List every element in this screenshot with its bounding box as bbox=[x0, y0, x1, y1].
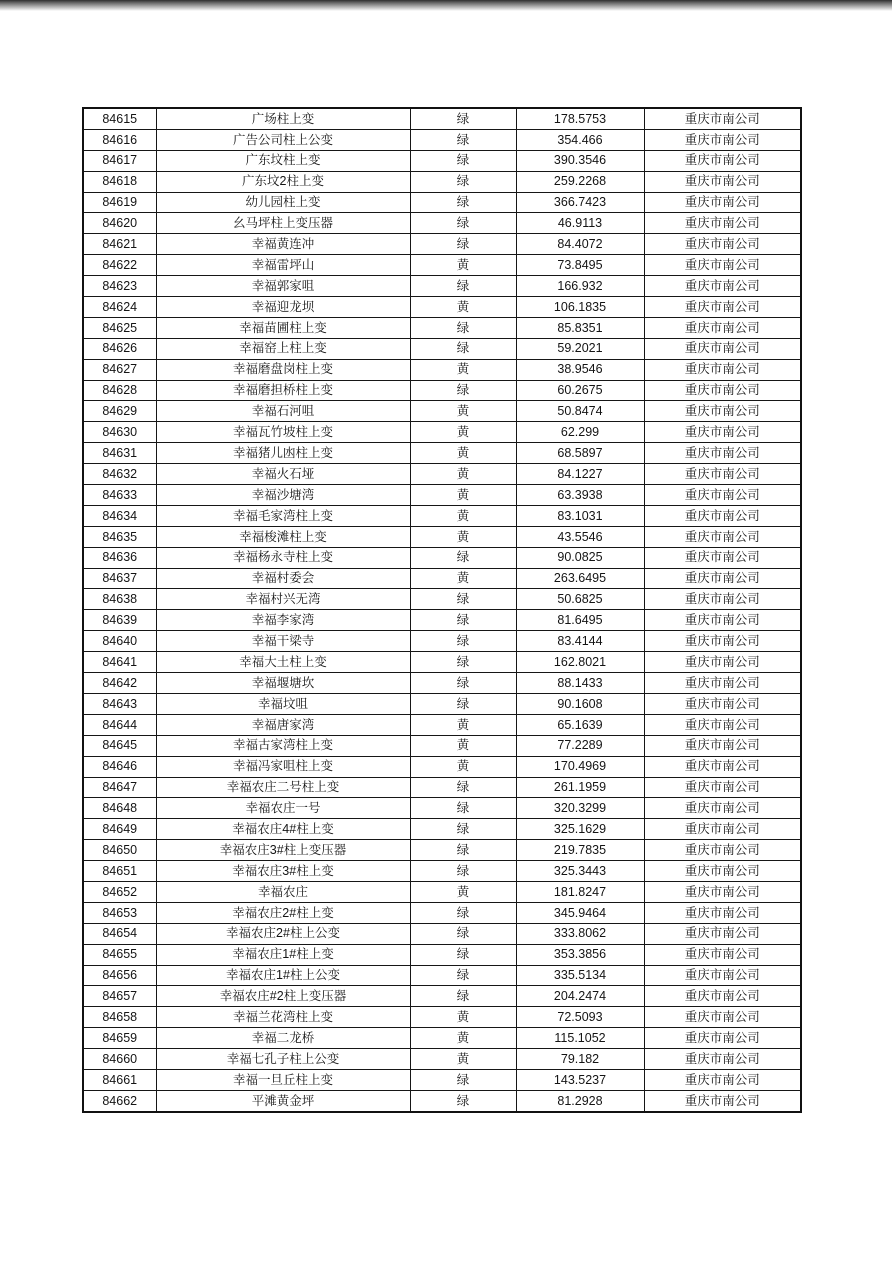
cell-status: 黄 bbox=[410, 255, 516, 276]
cell-id: 84650 bbox=[83, 840, 156, 861]
cell-value: 325.1629 bbox=[516, 819, 644, 840]
cell-company: 重庆市南公司 bbox=[644, 526, 801, 547]
cell-id: 84655 bbox=[83, 944, 156, 965]
cell-status: 绿 bbox=[410, 631, 516, 652]
cell-status: 绿 bbox=[410, 944, 516, 965]
cell-company: 重庆市南公司 bbox=[644, 652, 801, 673]
cell-company: 重庆市南公司 bbox=[644, 1069, 801, 1090]
table-row bbox=[83, 589, 801, 610]
cell-name: 幸福磨担桥柱上变 bbox=[156, 380, 410, 401]
cell-value: 38.9546 bbox=[516, 359, 644, 380]
cell-id: 84631 bbox=[83, 443, 156, 464]
cell-company: 重庆市南公司 bbox=[644, 380, 801, 401]
cell-id: 84619 bbox=[83, 192, 156, 213]
cell-value: 219.7835 bbox=[516, 840, 644, 861]
cell-value: 73.8495 bbox=[516, 255, 644, 276]
cell-company: 重庆市南公司 bbox=[644, 610, 801, 631]
cell-status: 绿 bbox=[410, 1069, 516, 1090]
cell-value: 88.1433 bbox=[516, 673, 644, 694]
cell-id: 84648 bbox=[83, 798, 156, 819]
cell-company: 重庆市南公司 bbox=[644, 464, 801, 485]
cell-company: 重庆市南公司 bbox=[644, 485, 801, 506]
cell-value: 115.1052 bbox=[516, 1028, 644, 1049]
table-row bbox=[83, 923, 801, 944]
cell-company: 重庆市南公司 bbox=[644, 234, 801, 255]
cell-status: 黄 bbox=[410, 1028, 516, 1049]
cell-id: 84617 bbox=[83, 150, 156, 171]
cell-status: 绿 bbox=[410, 902, 516, 923]
cell-status: 绿 bbox=[410, 380, 516, 401]
cell-value: 106.1835 bbox=[516, 297, 644, 318]
cell-value: 46.9113 bbox=[516, 213, 644, 234]
cell-status: 黄 bbox=[410, 505, 516, 526]
cell-name: 幸福农庄#2柱上变压器 bbox=[156, 986, 410, 1007]
cell-company: 重庆市南公司 bbox=[644, 213, 801, 234]
table-row bbox=[83, 276, 801, 297]
cell-value: 170.4969 bbox=[516, 756, 644, 777]
cell-name: 幸福一旦丘柱上变 bbox=[156, 1069, 410, 1090]
table-row bbox=[83, 756, 801, 777]
cell-status: 黄 bbox=[410, 735, 516, 756]
cell-status: 黄 bbox=[410, 401, 516, 422]
cell-value: 68.5897 bbox=[516, 443, 644, 464]
cell-name: 幸福大土柱上变 bbox=[156, 652, 410, 673]
cell-company: 重庆市南公司 bbox=[644, 171, 801, 192]
cell-value: 178.5753 bbox=[516, 108, 644, 129]
cell-name: 幸福瓦竹坡柱上变 bbox=[156, 422, 410, 443]
cell-name: 幸福农庄3#柱上变压器 bbox=[156, 840, 410, 861]
cell-name: 幸福农庄二号柱上变 bbox=[156, 777, 410, 798]
cell-value: 65.1639 bbox=[516, 714, 644, 735]
table-body bbox=[83, 108, 801, 1112]
table-row bbox=[83, 840, 801, 861]
cell-id: 84659 bbox=[83, 1028, 156, 1049]
table-row bbox=[83, 568, 801, 589]
cell-value: 261.1959 bbox=[516, 777, 644, 798]
table-row bbox=[83, 798, 801, 819]
cell-value: 259.2268 bbox=[516, 171, 644, 192]
cell-id: 84638 bbox=[83, 589, 156, 610]
table-row bbox=[83, 464, 801, 485]
cell-id: 84618 bbox=[83, 171, 156, 192]
cell-value: 143.5237 bbox=[516, 1069, 644, 1090]
cell-company: 重庆市南公司 bbox=[644, 965, 801, 986]
cell-id: 84621 bbox=[83, 234, 156, 255]
cell-id: 84623 bbox=[83, 276, 156, 297]
cell-company: 重庆市南公司 bbox=[644, 756, 801, 777]
cell-name: 平滩黄金坪 bbox=[156, 1090, 410, 1111]
cell-name: 幸福石河咀 bbox=[156, 401, 410, 422]
cell-status: 黄 bbox=[410, 443, 516, 464]
cell-value: 320.3299 bbox=[516, 798, 644, 819]
table-row bbox=[83, 129, 801, 150]
table-row bbox=[83, 401, 801, 422]
cell-name: 幸福毛家湾柱上变 bbox=[156, 505, 410, 526]
cell-id: 84642 bbox=[83, 673, 156, 694]
cell-company: 重庆市南公司 bbox=[644, 902, 801, 923]
cell-company: 重庆市南公司 bbox=[644, 881, 801, 902]
cell-company: 重庆市南公司 bbox=[644, 693, 801, 714]
cell-id: 84625 bbox=[83, 317, 156, 338]
table-row bbox=[83, 777, 801, 798]
cell-name: 幸福兰花湾柱上变 bbox=[156, 1007, 410, 1028]
cell-company: 重庆市南公司 bbox=[644, 923, 801, 944]
cell-value: 59.2021 bbox=[516, 338, 644, 359]
cell-value: 85.8351 bbox=[516, 317, 644, 338]
cell-id: 84662 bbox=[83, 1090, 156, 1111]
table-row bbox=[83, 1049, 801, 1070]
cell-value: 84.4072 bbox=[516, 234, 644, 255]
cell-name: 幸福干梁寺 bbox=[156, 631, 410, 652]
cell-id: 84639 bbox=[83, 610, 156, 631]
table-row bbox=[83, 171, 801, 192]
cell-value: 181.8247 bbox=[516, 881, 644, 902]
cell-id: 84641 bbox=[83, 652, 156, 673]
cell-status: 绿 bbox=[410, 1090, 516, 1111]
cell-status: 黄 bbox=[410, 756, 516, 777]
cell-id: 84646 bbox=[83, 756, 156, 777]
table-row bbox=[83, 652, 801, 673]
cell-id: 84653 bbox=[83, 902, 156, 923]
cell-value: 354.466 bbox=[516, 129, 644, 150]
cell-status: 绿 bbox=[410, 276, 516, 297]
cell-id: 84657 bbox=[83, 986, 156, 1007]
cell-status: 绿 bbox=[410, 171, 516, 192]
cell-company: 重庆市南公司 bbox=[644, 568, 801, 589]
cell-name: 幸福磨盘岗柱上变 bbox=[156, 359, 410, 380]
cell-status: 绿 bbox=[410, 150, 516, 171]
cell-id: 84649 bbox=[83, 819, 156, 840]
cell-name: 幸福农庄2#柱上变 bbox=[156, 902, 410, 923]
cell-name: 幸福农庄一号 bbox=[156, 798, 410, 819]
cell-id: 84636 bbox=[83, 547, 156, 568]
table-row bbox=[83, 526, 801, 547]
table-row bbox=[83, 735, 801, 756]
table-row bbox=[83, 443, 801, 464]
table-row bbox=[83, 255, 801, 276]
cell-name: 幸福火石垭 bbox=[156, 464, 410, 485]
table-row bbox=[83, 317, 801, 338]
cell-id: 84652 bbox=[83, 881, 156, 902]
cell-value: 90.0825 bbox=[516, 547, 644, 568]
cell-name: 幸福郭家咀 bbox=[156, 276, 410, 297]
cell-company: 重庆市南公司 bbox=[644, 840, 801, 861]
cell-name: 幸福村兴无湾 bbox=[156, 589, 410, 610]
cell-name: 幸福沙塘湾 bbox=[156, 485, 410, 506]
cell-value: 43.5546 bbox=[516, 526, 644, 547]
cell-company: 重庆市南公司 bbox=[644, 1049, 801, 1070]
cell-name: 幸福农庄 bbox=[156, 881, 410, 902]
cell-id: 84622 bbox=[83, 255, 156, 276]
cell-value: 62.299 bbox=[516, 422, 644, 443]
cell-name: 幸福二龙桥 bbox=[156, 1028, 410, 1049]
table-row bbox=[83, 861, 801, 882]
cell-company: 重庆市南公司 bbox=[644, 255, 801, 276]
cell-value: 83.4144 bbox=[516, 631, 644, 652]
cell-status: 绿 bbox=[410, 673, 516, 694]
table-row bbox=[83, 150, 801, 171]
cell-company: 重庆市南公司 bbox=[644, 1028, 801, 1049]
cell-value: 263.6495 bbox=[516, 568, 644, 589]
cell-company: 重庆市南公司 bbox=[644, 108, 801, 129]
cell-name: 幸福苗圃柱上变 bbox=[156, 317, 410, 338]
cell-name: 幸福黄连冲 bbox=[156, 234, 410, 255]
cell-status: 绿 bbox=[410, 923, 516, 944]
cell-value: 333.8062 bbox=[516, 923, 644, 944]
table-row bbox=[83, 631, 801, 652]
page-top-scan-edge bbox=[0, 0, 892, 12]
cell-company: 重庆市南公司 bbox=[644, 589, 801, 610]
cell-name: 幸福农庄3#柱上变 bbox=[156, 861, 410, 882]
cell-status: 黄 bbox=[410, 485, 516, 506]
cell-name: 幸福唐家湾 bbox=[156, 714, 410, 735]
cell-company: 重庆市南公司 bbox=[644, 129, 801, 150]
cell-value: 90.1608 bbox=[516, 693, 644, 714]
cell-name: 幸福农庄2#柱上公变 bbox=[156, 923, 410, 944]
cell-company: 重庆市南公司 bbox=[644, 861, 801, 882]
cell-id: 84658 bbox=[83, 1007, 156, 1028]
cell-value: 60.2675 bbox=[516, 380, 644, 401]
cell-status: 绿 bbox=[410, 819, 516, 840]
table-row bbox=[83, 359, 801, 380]
cell-company: 重庆市南公司 bbox=[644, 944, 801, 965]
cell-name: 幺马坪柱上变压器 bbox=[156, 213, 410, 234]
cell-value: 50.8474 bbox=[516, 401, 644, 422]
cell-id: 84661 bbox=[83, 1069, 156, 1090]
table-row bbox=[83, 944, 801, 965]
cell-status: 绿 bbox=[410, 777, 516, 798]
cell-value: 166.932 bbox=[516, 276, 644, 297]
cell-status: 绿 bbox=[410, 108, 516, 129]
cell-name: 幸福坟咀 bbox=[156, 693, 410, 714]
cell-value: 204.2474 bbox=[516, 986, 644, 1007]
table-row bbox=[83, 714, 801, 735]
cell-company: 重庆市南公司 bbox=[644, 735, 801, 756]
table-row bbox=[83, 1090, 801, 1111]
cell-name: 幸福堰塘坎 bbox=[156, 673, 410, 694]
cell-status: 黄 bbox=[410, 1007, 516, 1028]
cell-id: 84634 bbox=[83, 505, 156, 526]
cell-status: 绿 bbox=[410, 547, 516, 568]
cell-value: 335.5134 bbox=[516, 965, 644, 986]
cell-status: 绿 bbox=[410, 840, 516, 861]
cell-value: 83.1031 bbox=[516, 505, 644, 526]
cell-name: 幸福梭滩柱上变 bbox=[156, 526, 410, 547]
cell-id: 84640 bbox=[83, 631, 156, 652]
cell-id: 84637 bbox=[83, 568, 156, 589]
cell-name: 幸福农庄1#柱上变 bbox=[156, 944, 410, 965]
cell-status: 绿 bbox=[410, 589, 516, 610]
cell-id: 84620 bbox=[83, 213, 156, 234]
cell-status: 绿 bbox=[410, 861, 516, 882]
cell-status: 黄 bbox=[410, 526, 516, 547]
table-row bbox=[83, 1069, 801, 1090]
cell-name: 幸福窑上柱上变 bbox=[156, 338, 410, 359]
cell-name: 幸福村委会 bbox=[156, 568, 410, 589]
cell-name: 幸福古家湾柱上变 bbox=[156, 735, 410, 756]
cell-status: 绿 bbox=[410, 798, 516, 819]
cell-status: 黄 bbox=[410, 297, 516, 318]
table-row bbox=[83, 902, 801, 923]
table-row bbox=[83, 1007, 801, 1028]
cell-id: 84629 bbox=[83, 401, 156, 422]
cell-value: 50.6825 bbox=[516, 589, 644, 610]
cell-name: 幸福雷坪山 bbox=[156, 255, 410, 276]
table-row bbox=[83, 192, 801, 213]
cell-name: 幸福迎龙坝 bbox=[156, 297, 410, 318]
cell-value: 81.6495 bbox=[516, 610, 644, 631]
cell-company: 重庆市南公司 bbox=[644, 547, 801, 568]
cell-name: 广东坟柱上变 bbox=[156, 150, 410, 171]
cell-id: 84624 bbox=[83, 297, 156, 318]
cell-status: 绿 bbox=[410, 317, 516, 338]
table-row bbox=[83, 213, 801, 234]
cell-company: 重庆市南公司 bbox=[644, 1007, 801, 1028]
cell-status: 绿 bbox=[410, 234, 516, 255]
cell-status: 黄 bbox=[410, 359, 516, 380]
table-row bbox=[83, 673, 801, 694]
cell-status: 黄 bbox=[410, 568, 516, 589]
cell-company: 重庆市南公司 bbox=[644, 297, 801, 318]
cell-company: 重庆市南公司 bbox=[644, 798, 801, 819]
cell-company: 重庆市南公司 bbox=[644, 192, 801, 213]
cell-name: 幼儿园柱上变 bbox=[156, 192, 410, 213]
cell-value: 63.3938 bbox=[516, 485, 644, 506]
cell-status: 黄 bbox=[410, 422, 516, 443]
cell-status: 黄 bbox=[410, 714, 516, 735]
cell-id: 84660 bbox=[83, 1049, 156, 1070]
cell-name: 幸福猪儿凼柱上变 bbox=[156, 443, 410, 464]
cell-company: 重庆市南公司 bbox=[644, 777, 801, 798]
cell-company: 重庆市南公司 bbox=[644, 714, 801, 735]
cell-status: 绿 bbox=[410, 338, 516, 359]
table-row bbox=[83, 965, 801, 986]
table-row bbox=[83, 380, 801, 401]
cell-value: 72.5093 bbox=[516, 1007, 644, 1028]
cell-id: 84633 bbox=[83, 485, 156, 506]
cell-company: 重庆市南公司 bbox=[644, 673, 801, 694]
cell-status: 黄 bbox=[410, 1049, 516, 1070]
cell-id: 84628 bbox=[83, 380, 156, 401]
cell-name: 广告公司柱上公变 bbox=[156, 129, 410, 150]
table-row bbox=[83, 338, 801, 359]
cell-status: 绿 bbox=[410, 213, 516, 234]
cell-name: 幸福李家湾 bbox=[156, 610, 410, 631]
cell-id: 84630 bbox=[83, 422, 156, 443]
table-row bbox=[83, 1028, 801, 1049]
table-row bbox=[83, 819, 801, 840]
cell-id: 84632 bbox=[83, 464, 156, 485]
cell-id: 84626 bbox=[83, 338, 156, 359]
cell-id: 84635 bbox=[83, 526, 156, 547]
cell-status: 黄 bbox=[410, 464, 516, 485]
cell-company: 重庆市南公司 bbox=[644, 443, 801, 464]
cell-status: 绿 bbox=[410, 610, 516, 631]
cell-company: 重庆市南公司 bbox=[644, 631, 801, 652]
table-row bbox=[83, 505, 801, 526]
cell-id: 84647 bbox=[83, 777, 156, 798]
table-row bbox=[83, 610, 801, 631]
cell-status: 绿 bbox=[410, 693, 516, 714]
cell-name: 广东坟2柱上变 bbox=[156, 171, 410, 192]
table-row bbox=[83, 422, 801, 443]
cell-value: 353.3856 bbox=[516, 944, 644, 965]
cell-status: 黄 bbox=[410, 881, 516, 902]
cell-company: 重庆市南公司 bbox=[644, 150, 801, 171]
table-row bbox=[83, 693, 801, 714]
cell-id: 84627 bbox=[83, 359, 156, 380]
cell-value: 84.1227 bbox=[516, 464, 644, 485]
cell-company: 重庆市南公司 bbox=[644, 505, 801, 526]
cell-company: 重庆市南公司 bbox=[644, 359, 801, 380]
cell-id: 84656 bbox=[83, 965, 156, 986]
cell-company: 重庆市南公司 bbox=[644, 276, 801, 297]
cell-company: 重庆市南公司 bbox=[644, 422, 801, 443]
cell-company: 重庆市南公司 bbox=[644, 317, 801, 338]
cell-value: 366.7423 bbox=[516, 192, 644, 213]
cell-status: 绿 bbox=[410, 129, 516, 150]
cell-id: 84651 bbox=[83, 861, 156, 882]
cell-status: 绿 bbox=[410, 652, 516, 673]
cell-id: 84616 bbox=[83, 129, 156, 150]
cell-value: 77.2289 bbox=[516, 735, 644, 756]
table-row bbox=[83, 108, 801, 129]
cell-company: 重庆市南公司 bbox=[644, 401, 801, 422]
cell-id: 84643 bbox=[83, 693, 156, 714]
cell-status: 绿 bbox=[410, 192, 516, 213]
cell-company: 重庆市南公司 bbox=[644, 338, 801, 359]
cell-name: 幸福农庄4#柱上变 bbox=[156, 819, 410, 840]
cell-company: 重庆市南公司 bbox=[644, 819, 801, 840]
cell-name: 幸福七孔子柱上公变 bbox=[156, 1049, 410, 1070]
cell-name: 幸福杨永寺柱上变 bbox=[156, 547, 410, 568]
table-row bbox=[83, 297, 801, 318]
cell-id: 84644 bbox=[83, 714, 156, 735]
cell-id: 84654 bbox=[83, 923, 156, 944]
cell-value: 79.182 bbox=[516, 1049, 644, 1070]
cell-id: 84615 bbox=[83, 108, 156, 129]
table-row bbox=[83, 547, 801, 568]
table-row bbox=[83, 881, 801, 902]
cell-company: 重庆市南公司 bbox=[644, 986, 801, 1007]
cell-value: 81.2928 bbox=[516, 1090, 644, 1111]
cell-value: 345.9464 bbox=[516, 902, 644, 923]
table-row bbox=[83, 986, 801, 1007]
cell-name: 幸福冯家咀柱上变 bbox=[156, 756, 410, 777]
cell-value: 162.8021 bbox=[516, 652, 644, 673]
cell-name: 幸福农庄1#柱上公变 bbox=[156, 965, 410, 986]
cell-value: 390.3546 bbox=[516, 150, 644, 171]
cell-status: 绿 bbox=[410, 965, 516, 986]
table-row bbox=[83, 234, 801, 255]
cell-company: 重庆市南公司 bbox=[644, 1090, 801, 1111]
cell-value: 325.3443 bbox=[516, 861, 644, 882]
table-row bbox=[83, 485, 801, 506]
cell-id: 84645 bbox=[83, 735, 156, 756]
transformer-data-table bbox=[82, 107, 802, 1113]
cell-name: 广场柱上变 bbox=[156, 108, 410, 129]
cell-status: 绿 bbox=[410, 986, 516, 1007]
